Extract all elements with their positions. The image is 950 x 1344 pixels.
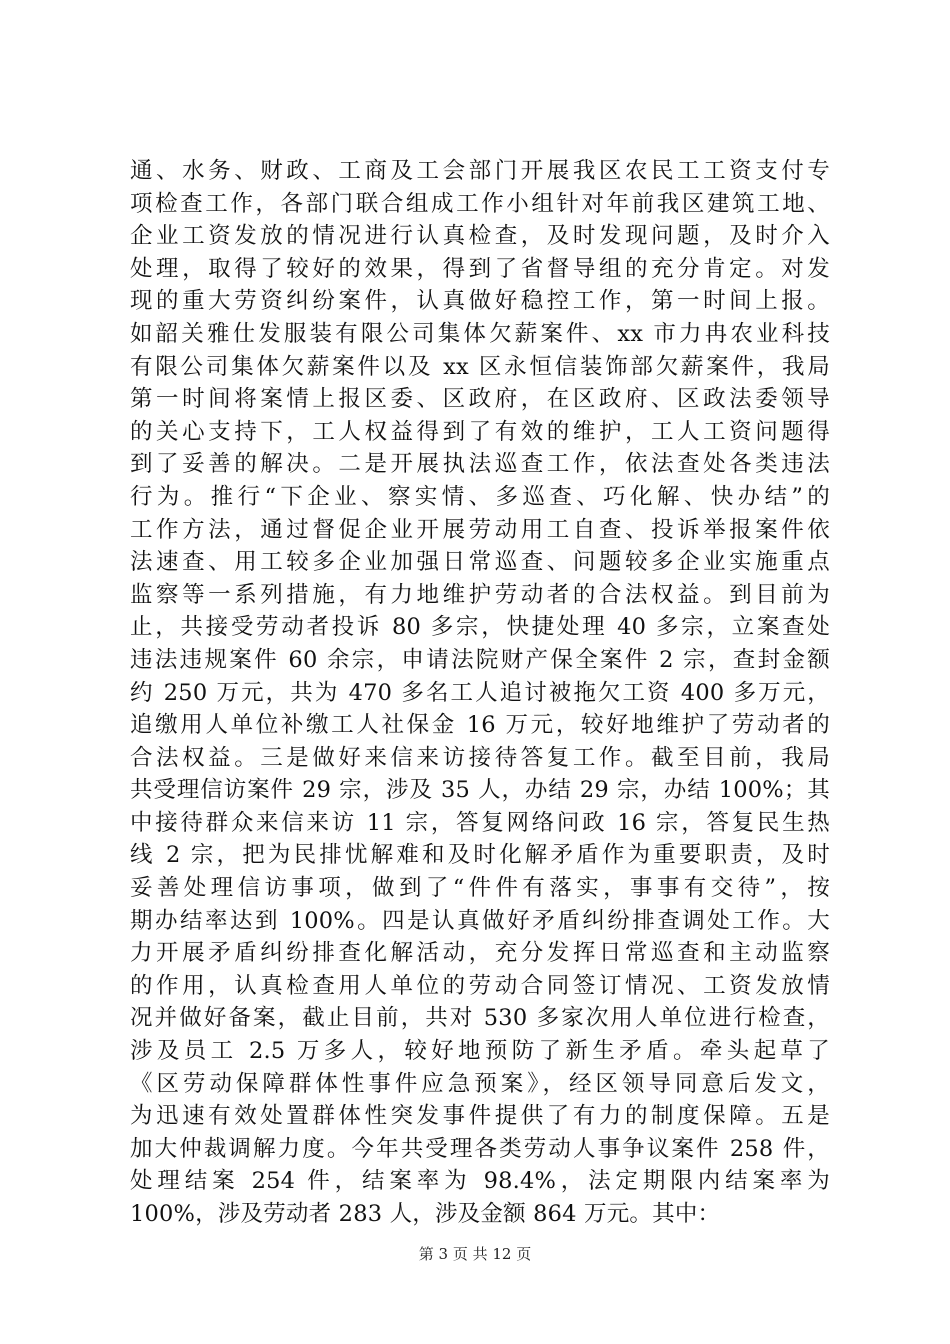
text-line: 的关心支持下，工人权益得到了有效的维护，工人工资问题得 bbox=[130, 418, 830, 445]
text-line: 的作用，认真检查用人单位的劳动合同签订情况、工资发放情 bbox=[130, 972, 830, 999]
text-line: 处理结案 254 件，结案率为 98.4%，法定期限内结案率为 bbox=[130, 1168, 830, 1195]
text-line: 通、水务、财政、工商及工会部门开展我区农民工工资支付专 bbox=[130, 158, 830, 184]
text-line: 到了妥善的解决。二是开展执法巡查工作，依法查处各类违法 bbox=[130, 451, 830, 478]
text-line: 现的重大劳资纠纷案件，认真做好稳控工作，第一时间上报。 bbox=[130, 288, 830, 315]
text-line: 第一时间将案情上报区委、区政府，在区政府、区政法委领导 bbox=[130, 386, 830, 413]
text-line: 处理，取得了较好的效果，得到了省督导组的充分肯定。对发 bbox=[130, 255, 830, 282]
text-line: 监察等一系列措施，有力地维护劳动者的合法权益。到目前为 bbox=[130, 581, 830, 608]
body-text bbox=[130, 155, 830, 1231]
text-line: 共受理信访案件 29 宗，涉及 35 人，办结 29 宗，办结 100%；其 bbox=[130, 777, 830, 804]
text-line: 力开展矛盾纠纷排查化解活动，充分发挥日常巡查和主动监察 bbox=[130, 940, 830, 967]
text-line: 妥善处理信访事项，做到了“件件有落实，事事有交待”，按 bbox=[130, 875, 830, 902]
page-number-footer: 第 3 页 共 12 页 bbox=[418, 1245, 532, 1263]
text-line: 况并做好备案，截止目前，共对 530 多家次用人单位进行检查， bbox=[130, 1005, 830, 1032]
text-line: 项检查工作，各部门联合组成工作小组针对年前我区建筑工地、 bbox=[130, 190, 830, 217]
text-line: 法速查、用工较多企业加强日常巡查、问题较多企业实施重点 bbox=[130, 549, 830, 576]
text-line: 企业工资发放的情况进行认真检查，及时发现问题，及时介入 bbox=[130, 223, 830, 250]
text-line: 行为。推行“下企业、察实情、多巡查、巧化解、快办结”的 bbox=[130, 483, 830, 510]
text-line: 违法违规案件 60 余宗，申请法院财产保全案件 2 宗，查封金额 bbox=[130, 646, 830, 673]
text-line: 线 2 宗，把为民排忧解难和及时化解矛盾作为重要职责，及时 bbox=[130, 842, 830, 869]
text-line: 工作方法，通过督促企业开展劳动用工自查、投诉举报案件依 bbox=[130, 516, 830, 543]
text-line: 期办结率达到 100%。四是认真做好矛盾纠纷排查调处工作。大 bbox=[130, 907, 830, 934]
text-line: 约 250 万元，共为 470 多名工人追讨被拖欠工资 400 多万元， bbox=[130, 679, 830, 706]
text-line: 中接待群众来信来访 11 宗，答复网络问政 16 宗，答复民生热 bbox=[130, 809, 830, 836]
text-line: 加大仲裁调解力度。今年共受理各类劳动人事争议案件 258 件， bbox=[130, 1135, 830, 1162]
text-line: 止，共接受劳动者投诉 80 多宗，快捷处理 40 多宗，立案查处 bbox=[130, 614, 830, 641]
text-line: 如韶关雅仕发服装有限公司集体欠薪案件、xx 市力冉农业科技 bbox=[130, 320, 830, 347]
text-line: 有限公司集体欠薪案件以及 xx 区永恒信装饰部欠薪案件，我局 bbox=[130, 353, 830, 380]
text-line: 100%，涉及劳动者 283 人，涉及金额 864 万元。其中： bbox=[130, 1201, 721, 1227]
text-line: 为迅速有效处置群体性突发事件提供了有力的制度保障。五是 bbox=[130, 1103, 830, 1130]
text-line: 追缴用人单位补缴工人社保金 16 万元，较好地维护了劳动者的 bbox=[130, 712, 830, 739]
text-line: 《区劳动保障群体性事件应急预案》，经区领导同意后发文， bbox=[130, 1070, 830, 1097]
text-line: 合法权益。三是做好来信来访接待答复工作。截至目前，我局 bbox=[130, 744, 830, 771]
text-line: 涉及员工 2.5 万多人，较好地预防了新生矛盾。牵头起草了 bbox=[130, 1038, 830, 1065]
